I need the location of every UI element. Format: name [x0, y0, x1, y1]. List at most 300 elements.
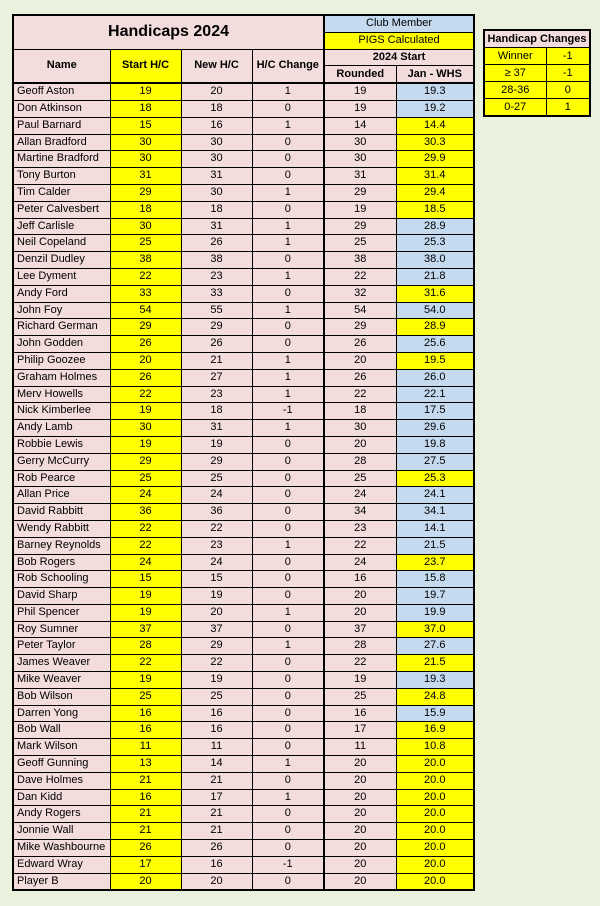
start-hc: 21: [110, 823, 181, 840]
hc-change: 0: [252, 772, 324, 789]
rounded-hc: 11: [324, 739, 396, 756]
start-hc: 26: [110, 840, 181, 857]
new-hc: 11: [181, 739, 252, 756]
start-hc: 17: [110, 856, 181, 873]
rounded-hc: 22: [324, 537, 396, 554]
hc-change: 1: [252, 235, 324, 252]
new-hc: 18: [181, 100, 252, 117]
hc-change: 0: [252, 470, 324, 487]
new-hc: 22: [181, 520, 252, 537]
jan-whs: 20.0: [396, 823, 474, 840]
jan-whs: 25.6: [396, 336, 474, 353]
start-hc: 28: [110, 638, 181, 655]
new-hc: 14: [181, 756, 252, 773]
table-row: [13, 336, 474, 353]
table-row: [13, 638, 474, 655]
player-name: Robbie Lewis: [13, 436, 110, 453]
player-name: Bob Rogers: [13, 554, 110, 571]
start-hc: 30: [110, 218, 181, 235]
player-name: Martine Bradford: [13, 151, 110, 168]
start-hc: 18: [110, 201, 181, 218]
table-row: [13, 83, 474, 100]
new-hc: 15: [181, 571, 252, 588]
jan-whs: 30.3: [396, 134, 474, 151]
player-name: Merv Howells: [13, 386, 110, 403]
player-name: Edward Wray: [13, 856, 110, 873]
jan-whs: 31.4: [396, 168, 474, 185]
table-row: [13, 369, 474, 386]
new-hc: 20: [181, 604, 252, 621]
header-new-hc: New H/C: [181, 49, 252, 83]
player-name: David Sharp: [13, 588, 110, 605]
start-hc: 33: [110, 285, 181, 302]
pigs-calculated-key: PIGS Calculated: [324, 32, 474, 49]
jan-whs: 29.4: [396, 184, 474, 201]
player-name: Roy Sumner: [13, 621, 110, 638]
jan-whs: 19.3: [396, 83, 474, 100]
player-name: Geoff Gunning: [13, 756, 110, 773]
player-name: Denzil Dudley: [13, 252, 110, 269]
player-name: Allan Price: [13, 487, 110, 504]
player-name: Neil Copeland: [13, 235, 110, 252]
start-hc: 22: [110, 268, 181, 285]
legend-row: [484, 82, 590, 99]
new-hc: 19: [181, 672, 252, 689]
rounded-hc: 22: [324, 268, 396, 285]
table-row: [13, 604, 474, 621]
jan-whs: 24.1: [396, 487, 474, 504]
hc-change: 1: [252, 638, 324, 655]
rounded-hc: 16: [324, 705, 396, 722]
table-row: [13, 554, 474, 571]
new-hc: 24: [181, 487, 252, 504]
hc-change: 0: [252, 504, 324, 521]
new-hc: 36: [181, 504, 252, 521]
table-row: [13, 285, 474, 302]
new-hc: 27: [181, 369, 252, 386]
hc-change: 0: [252, 655, 324, 672]
rounded-hc: 20: [324, 604, 396, 621]
jan-whs: 19.5: [396, 352, 474, 369]
new-hc: 16: [181, 117, 252, 134]
table-row: [13, 268, 474, 285]
hc-change: 0: [252, 134, 324, 151]
jan-whs: 31.6: [396, 285, 474, 302]
hc-change: 1: [252, 420, 324, 437]
hc-change: 0: [252, 840, 324, 857]
player-name: Phil Spencer: [13, 604, 110, 621]
jan-whs: 24.8: [396, 688, 474, 705]
table-row: [13, 386, 474, 403]
jan-whs: 15.9: [396, 705, 474, 722]
rounded-hc: 25: [324, 470, 396, 487]
rounded-hc: 19: [324, 201, 396, 218]
rounded-hc: 30: [324, 134, 396, 151]
jan-whs: 21.5: [396, 655, 474, 672]
hc-change: 0: [252, 672, 324, 689]
start-hc: 19: [110, 672, 181, 689]
legend-row: [484, 48, 590, 65]
jan-whs: 20.0: [396, 772, 474, 789]
table-row: [13, 520, 474, 537]
player-name: Gerry McCurry: [13, 453, 110, 470]
table-row: [13, 134, 474, 151]
player-name: Paul Barnard: [13, 117, 110, 134]
hc-change: 0: [252, 151, 324, 168]
jan-whs: 28.9: [396, 218, 474, 235]
hc-change: 1: [252, 268, 324, 285]
player-name: Nick Kimberlee: [13, 403, 110, 420]
start-hc: 30: [110, 420, 181, 437]
table-row: [13, 117, 474, 134]
legend-value: 1: [546, 99, 590, 117]
player-name: Jeff Carlisle: [13, 218, 110, 235]
new-hc: 19: [181, 436, 252, 453]
new-hc: 18: [181, 201, 252, 218]
table-row: [13, 688, 474, 705]
hc-change: 1: [252, 756, 324, 773]
player-name: Mike Washbourne: [13, 840, 110, 857]
rounded-hc: 24: [324, 487, 396, 504]
hc-change: 0: [252, 722, 324, 739]
hc-change: 1: [252, 369, 324, 386]
table-row: [13, 840, 474, 857]
hc-change: 1: [252, 789, 324, 806]
player-name: Geoff Aston: [13, 83, 110, 100]
player-name: John Foy: [13, 302, 110, 319]
player-name: Andy Rogers: [13, 806, 110, 823]
legend-row: [484, 99, 590, 117]
player-name: Jonnie Wall: [13, 823, 110, 840]
table-row: [13, 873, 474, 890]
player-name: Wendy Rabbitt: [13, 520, 110, 537]
start-hc: 26: [110, 369, 181, 386]
jan-whs: 29.9: [396, 151, 474, 168]
new-hc: 30: [181, 151, 252, 168]
player-name: Bob Wall: [13, 722, 110, 739]
table-row: [13, 420, 474, 437]
new-hc: 37: [181, 621, 252, 638]
new-hc: 16: [181, 722, 252, 739]
hc-change: 1: [252, 352, 324, 369]
rounded-hc: 28: [324, 453, 396, 470]
jan-whs: 22.1: [396, 386, 474, 403]
rounded-hc: 16: [324, 571, 396, 588]
jan-whs: 19.7: [396, 588, 474, 605]
jan-whs: 20.0: [396, 873, 474, 890]
player-name: Tim Calder: [13, 184, 110, 201]
hc-change: 0: [252, 436, 324, 453]
jan-whs: 19.8: [396, 436, 474, 453]
start-hc: 21: [110, 772, 181, 789]
new-hc: 31: [181, 420, 252, 437]
new-hc: 25: [181, 688, 252, 705]
hc-change: 1: [252, 218, 324, 235]
start-hc: 19: [110, 436, 181, 453]
rounded-hc: 26: [324, 369, 396, 386]
start-hc: 30: [110, 134, 181, 151]
new-hc: 31: [181, 168, 252, 185]
jan-whs: 19.9: [396, 604, 474, 621]
new-hc: 55: [181, 302, 252, 319]
handicap-table: [12, 14, 475, 891]
hc-change: 1: [252, 537, 324, 554]
new-hc: 26: [181, 235, 252, 252]
jan-whs: 18.5: [396, 201, 474, 218]
player-name: David Rabbitt: [13, 504, 110, 521]
table-row: [13, 789, 474, 806]
jan-whs: 25.3: [396, 470, 474, 487]
new-hc: 25: [181, 470, 252, 487]
table-row: [13, 235, 474, 252]
hc-change: 0: [252, 739, 324, 756]
jan-whs: 26.0: [396, 369, 474, 386]
player-name: James Weaver: [13, 655, 110, 672]
rounded-hc: 24: [324, 554, 396, 571]
hc-change: 0: [252, 571, 324, 588]
jan-whs: 10.8: [396, 739, 474, 756]
start-hc: 22: [110, 520, 181, 537]
start-hc: 18: [110, 100, 181, 117]
table-row: [13, 151, 474, 168]
rounded-hc: 32: [324, 285, 396, 302]
hc-change: 1: [252, 302, 324, 319]
player-name: Barney Reynolds: [13, 537, 110, 554]
new-hc: 29: [181, 638, 252, 655]
rounded-hc: 19: [324, 83, 396, 100]
table-row: [13, 252, 474, 269]
table-row: [13, 739, 474, 756]
player-name: Rob Schooling: [13, 571, 110, 588]
start-hc: 22: [110, 386, 181, 403]
rounded-hc: 38: [324, 252, 396, 269]
new-hc: 21: [181, 352, 252, 369]
legend-label: ≥ 37: [484, 65, 546, 82]
rounded-hc: 23: [324, 520, 396, 537]
hc-change: 0: [252, 252, 324, 269]
start-hc: 15: [110, 571, 181, 588]
table-row: [13, 772, 474, 789]
rounded-hc: 20: [324, 436, 396, 453]
legend-row: [484, 65, 590, 82]
start-hc: 24: [110, 487, 181, 504]
rounded-hc: 20: [324, 840, 396, 857]
jan-whs: 20.0: [396, 756, 474, 773]
hc-change: 0: [252, 588, 324, 605]
new-hc: 21: [181, 806, 252, 823]
rounded-hc: 14: [324, 117, 396, 134]
hc-change: 0: [252, 285, 324, 302]
new-hc: 33: [181, 285, 252, 302]
table-row: [13, 756, 474, 773]
rounded-hc: 26: [324, 336, 396, 353]
jan-whs: 20.0: [396, 806, 474, 823]
rounded-hc: 25: [324, 688, 396, 705]
new-hc: 30: [181, 184, 252, 201]
start-hc: 19: [110, 83, 181, 100]
table-row: [13, 504, 474, 521]
start-hc: 20: [110, 352, 181, 369]
rounded-hc: 20: [324, 856, 396, 873]
table-row: [13, 436, 474, 453]
new-hc: 20: [181, 873, 252, 890]
hc-change: 0: [252, 873, 324, 890]
table-row: [13, 319, 474, 336]
header-rounded: Rounded: [324, 66, 396, 83]
header-hc-change: H/C Change: [252, 49, 324, 83]
rounded-hc: 18: [324, 403, 396, 420]
player-name: Rob Pearce: [13, 470, 110, 487]
table-row: [13, 403, 474, 420]
player-name: Philip Goozee: [13, 352, 110, 369]
handicap-changes-legend: [483, 29, 591, 117]
jan-whs: 14.4: [396, 117, 474, 134]
table-row: [13, 453, 474, 470]
rounded-hc: 29: [324, 319, 396, 336]
start-hc: 20: [110, 873, 181, 890]
player-name: Lee Dyment: [13, 268, 110, 285]
start-hc: 19: [110, 403, 181, 420]
header-jan-whs: Jan - WHS: [396, 66, 474, 83]
rounded-hc: 37: [324, 621, 396, 638]
new-hc: 20: [181, 83, 252, 100]
table-row: [13, 621, 474, 638]
jan-whs: 38.0: [396, 252, 474, 269]
hc-change: -1: [252, 856, 324, 873]
table-row: [13, 722, 474, 739]
rounded-hc: 22: [324, 655, 396, 672]
new-hc: 16: [181, 705, 252, 722]
start-hc: 11: [110, 739, 181, 756]
table-row: [13, 705, 474, 722]
jan-whs: 54.0: [396, 302, 474, 319]
start-hc: 36: [110, 504, 181, 521]
hc-change: 1: [252, 184, 324, 201]
new-hc: 24: [181, 554, 252, 571]
start-hc: 13: [110, 756, 181, 773]
legend-value: -1: [546, 65, 590, 82]
jan-whs: 16.9: [396, 722, 474, 739]
jan-whs: 19.3: [396, 672, 474, 689]
player-name: Dave Holmes: [13, 772, 110, 789]
table-row: [13, 184, 474, 201]
new-hc: 26: [181, 336, 252, 353]
jan-whs: 20.0: [396, 789, 474, 806]
header-2024-start: 2024 Start: [324, 49, 474, 66]
jan-whs: 14.1: [396, 520, 474, 537]
table-row: [13, 168, 474, 185]
table-row: [13, 672, 474, 689]
table-row: [13, 571, 474, 588]
rounded-hc: 20: [324, 873, 396, 890]
table-row: [13, 302, 474, 319]
rounded-hc: 20: [324, 806, 396, 823]
start-hc: 38: [110, 252, 181, 269]
player-name: Richard German: [13, 319, 110, 336]
hc-change: 0: [252, 621, 324, 638]
legend-label: Winner: [484, 48, 546, 65]
start-hc: 19: [110, 604, 181, 621]
table-row: [13, 470, 474, 487]
start-hc: 15: [110, 117, 181, 134]
jan-whs: 34.1: [396, 504, 474, 521]
table-row: [13, 100, 474, 117]
jan-whs: 23.7: [396, 554, 474, 571]
player-name: Peter Calvesbert: [13, 201, 110, 218]
rounded-hc: 29: [324, 218, 396, 235]
rounded-hc: 22: [324, 386, 396, 403]
table-row: [13, 487, 474, 504]
rounded-hc: 20: [324, 789, 396, 806]
start-hc: 16: [110, 789, 181, 806]
rounded-hc: 25: [324, 235, 396, 252]
hc-change: 0: [252, 806, 324, 823]
jan-whs: 29.6: [396, 420, 474, 437]
player-name: Darren Yong: [13, 705, 110, 722]
start-hc: 21: [110, 806, 181, 823]
start-hc: 25: [110, 235, 181, 252]
jan-whs: 21.5: [396, 537, 474, 554]
table-row: [13, 201, 474, 218]
start-hc: 16: [110, 705, 181, 722]
rounded-hc: 31: [324, 168, 396, 185]
player-name: Player B: [13, 873, 110, 890]
rounded-hc: 19: [324, 100, 396, 117]
rounded-hc: 20: [324, 588, 396, 605]
hc-change: 1: [252, 386, 324, 403]
jan-whs: 21.8: [396, 268, 474, 285]
player-name: Graham Holmes: [13, 369, 110, 386]
rounded-hc: 20: [324, 823, 396, 840]
new-hc: 31: [181, 218, 252, 235]
start-hc: 29: [110, 453, 181, 470]
table-row: [13, 537, 474, 554]
legend-label: 28-36: [484, 82, 546, 99]
table-row: [13, 352, 474, 369]
jan-whs: 17.5: [396, 403, 474, 420]
start-hc: 19: [110, 588, 181, 605]
new-hc: 22: [181, 655, 252, 672]
page-title: Handicaps 2024: [13, 15, 324, 49]
jan-whs: 28.9: [396, 319, 474, 336]
hc-change: 0: [252, 100, 324, 117]
player-name: Don Atkinson: [13, 100, 110, 117]
hc-change: 0: [252, 336, 324, 353]
new-hc: 19: [181, 588, 252, 605]
start-hc: 25: [110, 688, 181, 705]
new-hc: 16: [181, 856, 252, 873]
player-name: Andy Ford: [13, 285, 110, 302]
hc-change: 0: [252, 201, 324, 218]
jan-whs: 27.5: [396, 453, 474, 470]
jan-whs: 37.0: [396, 621, 474, 638]
start-hc: 37: [110, 621, 181, 638]
legend-title: Handicap Changes: [484, 30, 590, 48]
new-hc: 21: [181, 823, 252, 840]
player-name: Mike Weaver: [13, 672, 110, 689]
hc-change: 0: [252, 688, 324, 705]
start-hc: 25: [110, 470, 181, 487]
hc-change: 0: [252, 453, 324, 470]
player-name: Andy Lamb: [13, 420, 110, 437]
new-hc: 29: [181, 319, 252, 336]
player-name: Tony Burton: [13, 168, 110, 185]
hc-change: 0: [252, 168, 324, 185]
new-hc: 23: [181, 386, 252, 403]
new-hc: 30: [181, 134, 252, 151]
rounded-hc: 29: [324, 184, 396, 201]
rounded-hc: 30: [324, 151, 396, 168]
